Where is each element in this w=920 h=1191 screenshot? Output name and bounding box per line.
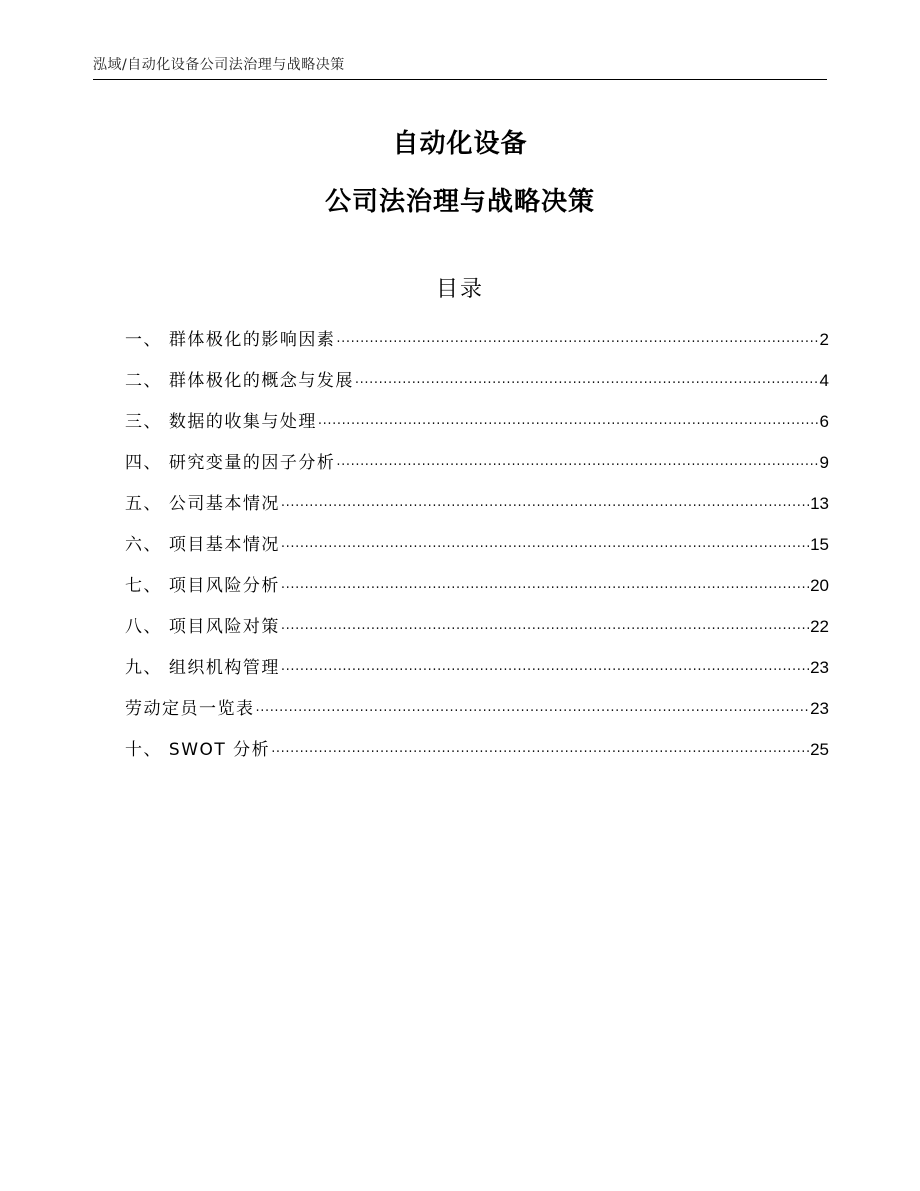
toc-entry[interactable] <box>125 694 829 735</box>
toc-entry-page: 2 <box>819 330 829 349</box>
toc-leader-dots <box>271 738 809 755</box>
toc-entry-title: 四、 研究变量的因子分析 <box>125 453 336 473</box>
toc-entry-title: 七、 项目风险分析 <box>125 576 280 596</box>
toc-entry-page: 23 <box>810 658 829 677</box>
table-of-contents <box>125 325 829 776</box>
toc-entry[interactable] <box>125 448 829 489</box>
toc-leader-dots <box>281 533 809 550</box>
toc-entry-title: 二、 群体极化的概念与发展 <box>125 371 354 391</box>
toc-entry-page: 22 <box>810 617 829 636</box>
document-title-line-2: 公司法治理与战略决策 <box>324 187 595 217</box>
toc-entry[interactable] <box>125 571 829 612</box>
toc-entry-page: 13 <box>810 494 829 513</box>
toc-entry-title: 三、 数据的收集与处理 <box>125 412 317 432</box>
toc-entry-page: 9 <box>819 453 829 472</box>
toc-leader-dots <box>281 615 809 632</box>
toc-entry-page: 20 <box>810 576 829 595</box>
toc-entry-title: 十、 SWOT 分析 <box>125 740 271 760</box>
toc-entry[interactable] <box>125 530 829 571</box>
toc-entry-page: 15 <box>810 535 829 554</box>
toc-entry-title: 九、 组织机构管理 <box>125 658 280 678</box>
toc-leader-dots <box>355 369 819 386</box>
toc-heading: 目录 <box>435 277 484 302</box>
toc-entry[interactable] <box>125 366 829 407</box>
toc-leader-dots <box>281 574 809 591</box>
toc-entry[interactable] <box>125 735 829 776</box>
toc-entry-page: 6 <box>819 412 829 431</box>
toc-entry[interactable] <box>125 489 829 530</box>
toc-entry[interactable] <box>125 612 829 653</box>
toc-leader-dots <box>256 697 810 714</box>
toc-leader-dots <box>336 451 818 468</box>
document-title-line-1: 自动化设备 <box>392 129 528 159</box>
toc-entry-title: 八、 项目风险对策 <box>125 617 280 637</box>
toc-entry-page: 25 <box>810 740 829 759</box>
toc-entry[interactable] <box>125 653 829 694</box>
toc-entry-page: 4 <box>819 371 829 390</box>
toc-leader-dots <box>336 328 818 345</box>
toc-entry-title: 一、 群体极化的影响因素 <box>125 330 336 350</box>
header-divider <box>93 79 827 80</box>
running-header: 泓域/自动化设备公司法治理与战略决策 <box>93 57 345 73</box>
toc-entry-title: 五、 公司基本情况 <box>125 494 280 514</box>
toc-entry-title: 六、 项目基本情况 <box>125 535 280 555</box>
toc-entry[interactable] <box>125 325 829 366</box>
toc-leader-dots <box>318 410 819 427</box>
toc-leader-dots <box>281 656 809 673</box>
toc-leader-dots <box>281 492 809 509</box>
toc-entry-page: 23 <box>810 699 829 718</box>
toc-entry-title: 劳动定员一览表 <box>125 699 255 719</box>
toc-entry[interactable] <box>125 407 829 448</box>
